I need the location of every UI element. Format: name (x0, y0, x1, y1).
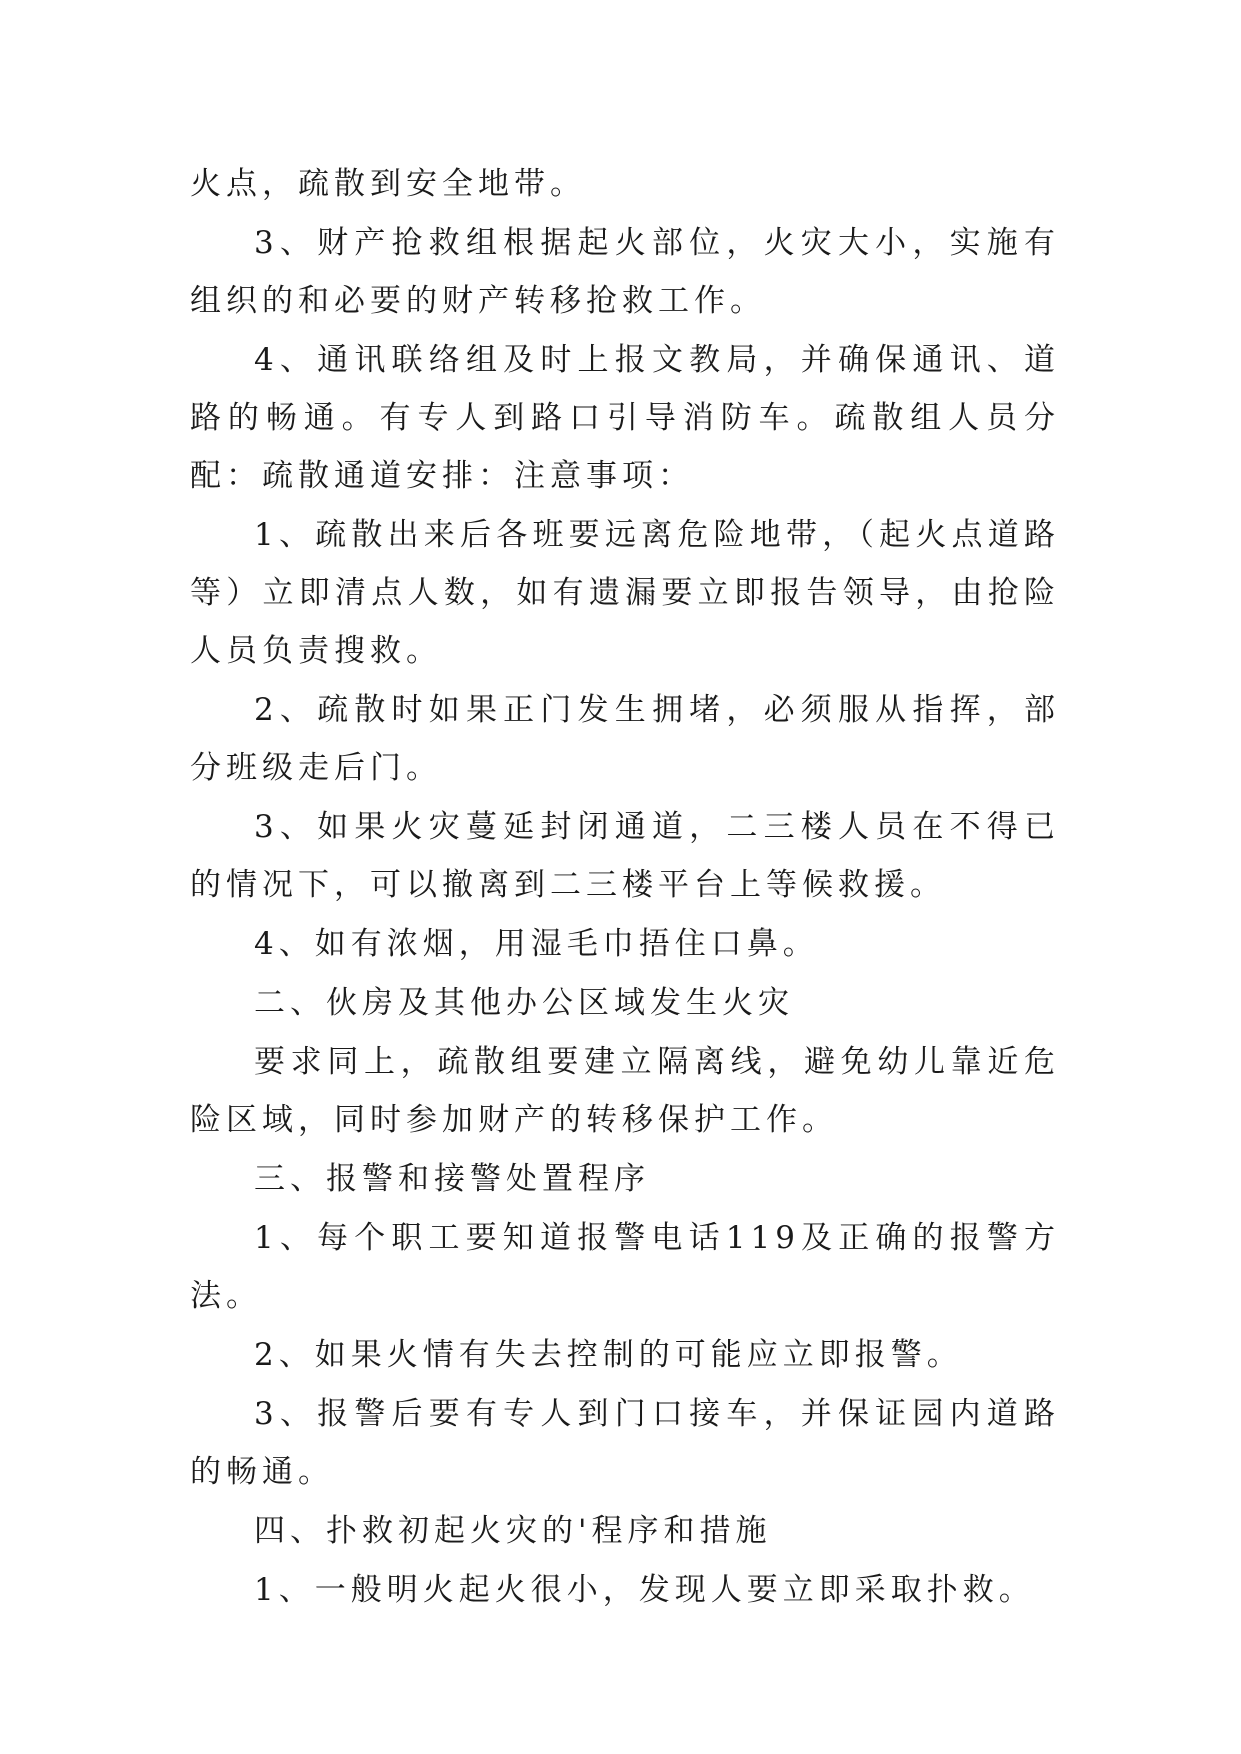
paragraph: 1、每个职工要知道报警电话119及正确的报警方法。 (190, 1220, 1060, 1314)
document-page (190, 155, 1060, 1620)
section-heading: 四、扑救初起火灾的'程序和措施 (254, 1513, 772, 1549)
paragraph: 1、疏散出来后各班要远离危险地带，（起火点道路等）立即清点人数，如有遗漏要立即报告领导，由抢险人员负责搜救。 (190, 517, 1060, 669)
paragraph: 4、如有浓烟，用湿毛巾捂住口鼻。 (254, 926, 819, 962)
section-heading: 二、伙房及其他办公区域发生火灾 (254, 985, 794, 1021)
section-heading: 三、报警和接警处置程序 (254, 1161, 650, 1197)
paragraph: 1、一般明火起火很小，发现人要立即采取扑救。 (254, 1572, 1035, 1608)
paragraph: 火点，疏散到安全地带。 (190, 166, 586, 202)
paragraph: 3、财产抢救组根据起火部位，火灾大小，实施有组织的和必要的财产转移抢救工作。 (190, 225, 1060, 319)
paragraph: 4、通讯联络组及时上报文教局，并确保通讯、道路的畅通。有专人到路口引导消防车。疏散组人员分配：疏散通道安排：注意事项： (190, 342, 1060, 494)
paragraph: 3、报警后要有专人到门口接车，并保证园内道路的畅通。 (190, 1396, 1060, 1490)
paragraph: 2、疏散时如果正门发生拥堵，必须服从指挥，部分班级走后门。 (190, 692, 1060, 786)
paragraph: 3、如果火灾蔓延封闭通道，二三楼人员在不得已的情况下，可以撤离到二三楼平台上等候救援。 (190, 809, 1060, 903)
paragraph: 2、如果火情有失去控制的可能应立即报警。 (254, 1337, 963, 1373)
paragraph: 要求同上，疏散组要建立隔离线，避免幼儿靠近危险区域，同时参加财产的转移保护工作。 (190, 1044, 1060, 1138)
